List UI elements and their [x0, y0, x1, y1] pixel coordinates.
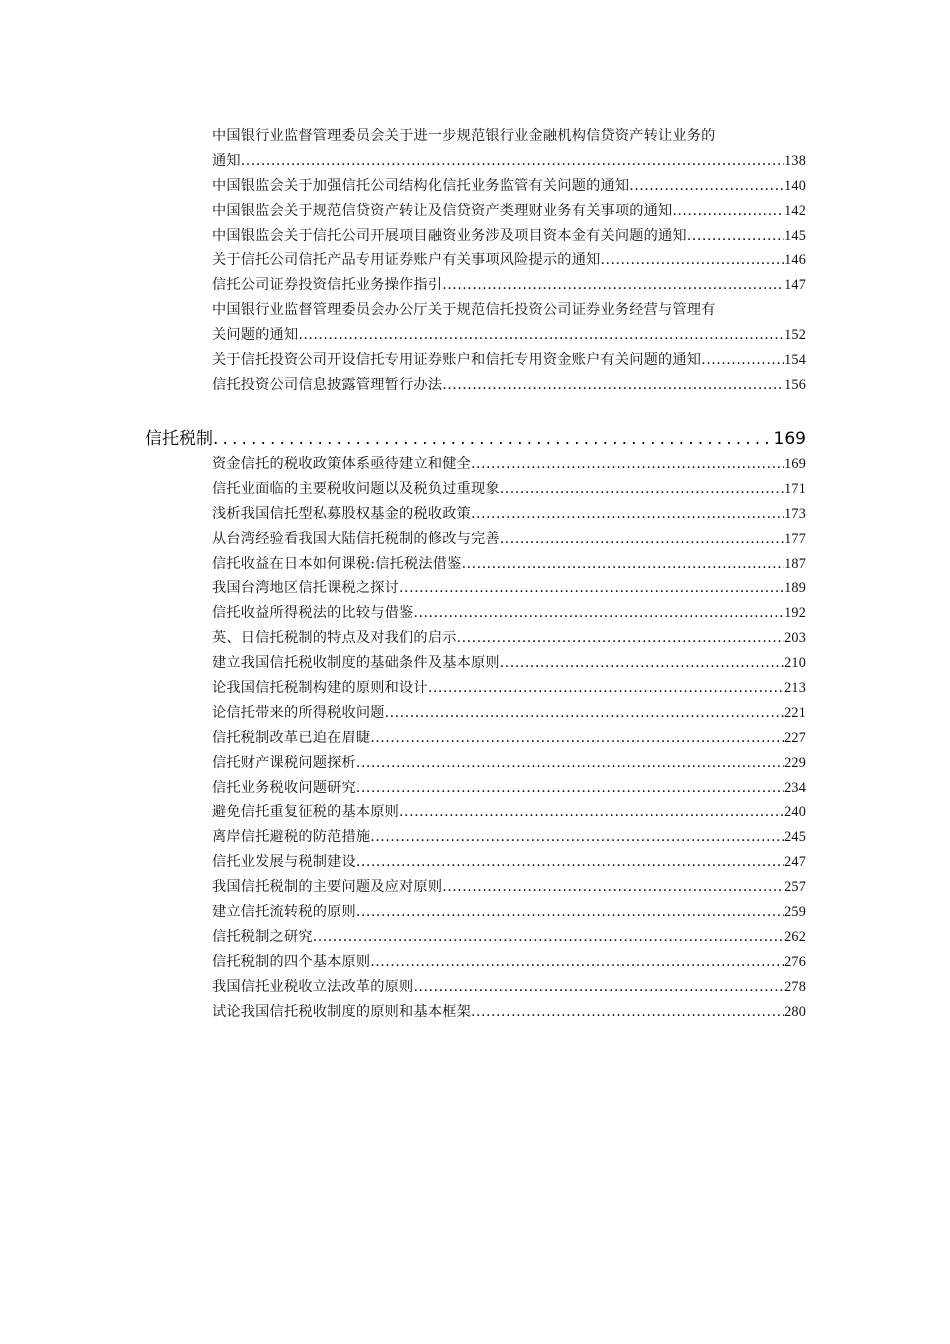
- toc-entry-page: 177: [784, 530, 806, 547]
- toc-entry-title: 离岸信托避税的防范措施: [212, 829, 371, 846]
- toc-entry-page: 142: [784, 202, 806, 219]
- dot-leader: [471, 502, 784, 527]
- toc-entry-title: 信托业面临的主要税收问题以及税负过重现象: [212, 480, 500, 497]
- dot-leader: [500, 651, 784, 676]
- toc-entry-title: 信托公司证券投资信托业务操作指引: [212, 277, 443, 294]
- toc-entry[interactable]: [212, 576, 806, 601]
- dot-leader: [399, 576, 784, 601]
- toc-entry-title: 英、日信托税制的特点及对我们的启示: [212, 630, 457, 647]
- toc-entry[interactable]: [212, 825, 806, 850]
- toc-entry[interactable]: [212, 298, 806, 348]
- toc-entry-title: 信托收益在日本如何课税:信托税法借鉴: [212, 555, 462, 572]
- toc-entry-title-line2: 关问题的通知: [212, 327, 299, 344]
- toc-entry[interactable]: [212, 975, 806, 1000]
- toc-entry-page: 203: [784, 630, 806, 647]
- toc-entry-title: 信托业发展与税制建设: [212, 854, 356, 871]
- toc-section-heading[interactable]: [145, 426, 806, 452]
- toc-entry[interactable]: [212, 477, 806, 502]
- toc-entry[interactable]: [212, 502, 806, 527]
- toc-entry[interactable]: [212, 373, 806, 398]
- toc-entry-page: 278: [784, 978, 806, 995]
- dot-leader: [356, 850, 784, 875]
- dot-leader: [356, 751, 784, 776]
- toc-entry-page: 146: [784, 252, 806, 269]
- toc-entry[interactable]: [212, 601, 806, 626]
- toc-entry-title: 信托税制之研究: [212, 928, 313, 945]
- dot-leader: [370, 726, 784, 751]
- toc-entry-title: 信托业务税收问题研究: [212, 779, 356, 796]
- toc-entry[interactable]: [212, 651, 806, 676]
- section-page: 169: [773, 429, 806, 449]
- toc-entry-title: 关于信托公司信托产品专用证券账户有关事项风险提示的通知: [212, 252, 601, 269]
- toc-entry-title: 避免信托重复征税的基本原则: [212, 804, 400, 821]
- toc-entry-page: 276: [784, 953, 806, 970]
- toc-entry-title: 信托财产课税问题探析: [212, 754, 356, 771]
- toc-entry[interactable]: [212, 248, 806, 273]
- dot-leader: [428, 676, 784, 701]
- toc-entry[interactable]: [212, 676, 806, 701]
- dot-leader: [457, 626, 785, 651]
- toc-entry[interactable]: [212, 900, 806, 925]
- toc-entry-title: 中国银监会关于信托公司开展项目融资业务涉及项目资本金有关问题的通知: [212, 227, 687, 244]
- toc-entry-page: 240: [784, 804, 806, 821]
- dot-leader: [213, 426, 774, 452]
- dot-leader: [413, 975, 784, 1000]
- toc-entry[interactable]: [212, 124, 806, 174]
- dot-leader: [356, 900, 784, 925]
- dot-leader: [385, 701, 784, 726]
- dot-leader: [701, 348, 784, 373]
- toc-entry-title: 信托税制的四个基本原则: [212, 953, 371, 970]
- dot-leader: [298, 323, 784, 348]
- dot-leader: [672, 199, 784, 224]
- toc-entry-title: 试论我国信托税收制度的原则和基本框架: [212, 1003, 471, 1020]
- toc-entry-page: 140: [784, 177, 806, 194]
- toc-entry[interactable]: [212, 875, 806, 900]
- toc-entry-title: 中国银监会关于规范信贷资产转让及信贷资产类理财业务有关事项的通知: [212, 202, 673, 219]
- toc-entry[interactable]: [212, 174, 806, 199]
- dot-leader: [370, 825, 784, 850]
- toc-entry-page: 171: [784, 480, 806, 497]
- toc-entry-title: 资金信托的税收政策体系亟待建立和健全: [212, 456, 471, 472]
- dot-leader: [500, 527, 784, 552]
- toc-entry[interactable]: [212, 950, 806, 975]
- dot-leader: [313, 925, 784, 950]
- toc-entry-page: 229: [784, 754, 806, 771]
- toc-entry[interactable]: [212, 552, 806, 577]
- dot-leader: [413, 601, 784, 626]
- toc-entry[interactable]: [212, 452, 806, 477]
- toc-entry[interactable]: [212, 273, 806, 298]
- toc-entry[interactable]: [212, 199, 806, 224]
- dot-leader: [241, 149, 784, 174]
- section-title: 信托税制: [145, 429, 213, 449]
- toc-entry-title: 论我国信托税制构建的原则和设计: [212, 680, 428, 697]
- toc-entry-page: 147: [784, 277, 806, 294]
- toc-entry-title: 关于信托投资公司开设信托专用证券账户和信托专用资金账户有关问题的通知: [212, 352, 702, 369]
- toc-entry-title-line1: 中国银行业监督管理委员会关于进一步规范银行业金融机构信贷资产转让业务的: [212, 128, 716, 144]
- toc-entry-page: 213: [784, 680, 806, 697]
- toc-entry[interactable]: [212, 726, 806, 751]
- toc-entry[interactable]: [212, 527, 806, 552]
- toc-entry-page: 262: [784, 928, 806, 945]
- toc-entry[interactable]: [212, 776, 806, 801]
- toc-entry-page: 138: [784, 152, 806, 169]
- toc-entry-title: 中国银监会关于加强信托公司结构化信托业务监管有关问题的通知: [212, 177, 630, 194]
- toc-entry-title-line1: 中国银行业监督管理委员会办公厅关于规范信托投资公司证券业务经营与管理有: [212, 302, 716, 319]
- toc-entry-page: 234: [784, 779, 806, 796]
- toc-entry-title: 我国信托业税收立法改革的原则: [212, 978, 414, 995]
- toc-entry-page: 145: [784, 227, 806, 244]
- toc-entry[interactable]: [212, 348, 806, 373]
- toc-entry-page: 156: [784, 376, 806, 393]
- toc-entry-title: 建立我国信托税收制度的基础条件及基本原则: [212, 655, 500, 672]
- toc-entry-page: 187: [784, 555, 806, 572]
- toc-entry-page: 169: [784, 456, 806, 472]
- toc-entry[interactable]: [212, 626, 806, 651]
- toc-entry[interactable]: [212, 1000, 806, 1025]
- dot-leader: [370, 950, 784, 975]
- toc-block-regulations: [212, 124, 806, 398]
- toc-entry-title: 信托税制改革已迫在眉睫: [212, 729, 371, 746]
- toc-entry-page: 154: [784, 352, 806, 369]
- dot-leader: [629, 174, 784, 199]
- toc-entry-page: 247: [784, 854, 806, 871]
- toc-entry[interactable]: [212, 224, 806, 249]
- toc-entry-page: 192: [784, 605, 806, 622]
- toc-entry-page: 210: [784, 655, 806, 672]
- dot-leader: [500, 477, 784, 502]
- toc-entry-title: 浅析我国信托型私募股权基金的税收政策: [212, 505, 471, 522]
- toc-entry-title: 论信托带来的所得税收问题: [212, 704, 385, 721]
- dot-leader: [399, 800, 784, 825]
- toc-entry-title-line2: 通知: [212, 152, 241, 169]
- dot-leader: [442, 373, 784, 398]
- toc-entry[interactable]: [212, 925, 806, 950]
- toc-entry-page: 245: [784, 829, 806, 846]
- dot-leader: [687, 224, 784, 249]
- toc-entry-title: 信托收益所得税法的比较与借鉴: [212, 605, 414, 622]
- toc-entry-page: 259: [784, 904, 806, 921]
- dot-leader: [471, 1000, 784, 1025]
- dot-leader: [442, 273, 784, 298]
- toc-entry[interactable]: [212, 800, 806, 825]
- dot-leader: [471, 452, 784, 477]
- toc-block-taxation: [212, 452, 806, 1024]
- dot-leader: [462, 552, 785, 577]
- toc-entry-page: 173: [784, 505, 806, 522]
- toc-entry-title: 建立信托流转税的原则: [212, 904, 356, 921]
- toc-entry-title: 信托投资公司信息披露管理暂行办法: [212, 376, 443, 393]
- toc-entry-title: 从台湾经验看我国大陆信托税制的修改与完善: [212, 530, 500, 547]
- toc-entry-page: 257: [784, 879, 806, 896]
- dot-leader: [600, 248, 784, 273]
- toc-entry-page: 280: [784, 1003, 806, 1020]
- dot-leader: [356, 776, 784, 801]
- toc-entry-page: 221: [784, 704, 806, 721]
- toc-entry-title: 我国台湾地区信托课税之探讨: [212, 580, 400, 597]
- toc-entry[interactable]: [212, 751, 806, 776]
- toc-entry-page: 152: [784, 327, 806, 344]
- toc-entry-page: 227: [784, 729, 806, 746]
- toc-entry-page: 189: [784, 580, 806, 597]
- dot-leader: [442, 875, 784, 900]
- toc-entry[interactable]: [212, 701, 806, 726]
- toc-entry-title: 我国信托税制的主要问题及应对原则: [212, 879, 443, 896]
- toc-entry[interactable]: [212, 850, 806, 875]
